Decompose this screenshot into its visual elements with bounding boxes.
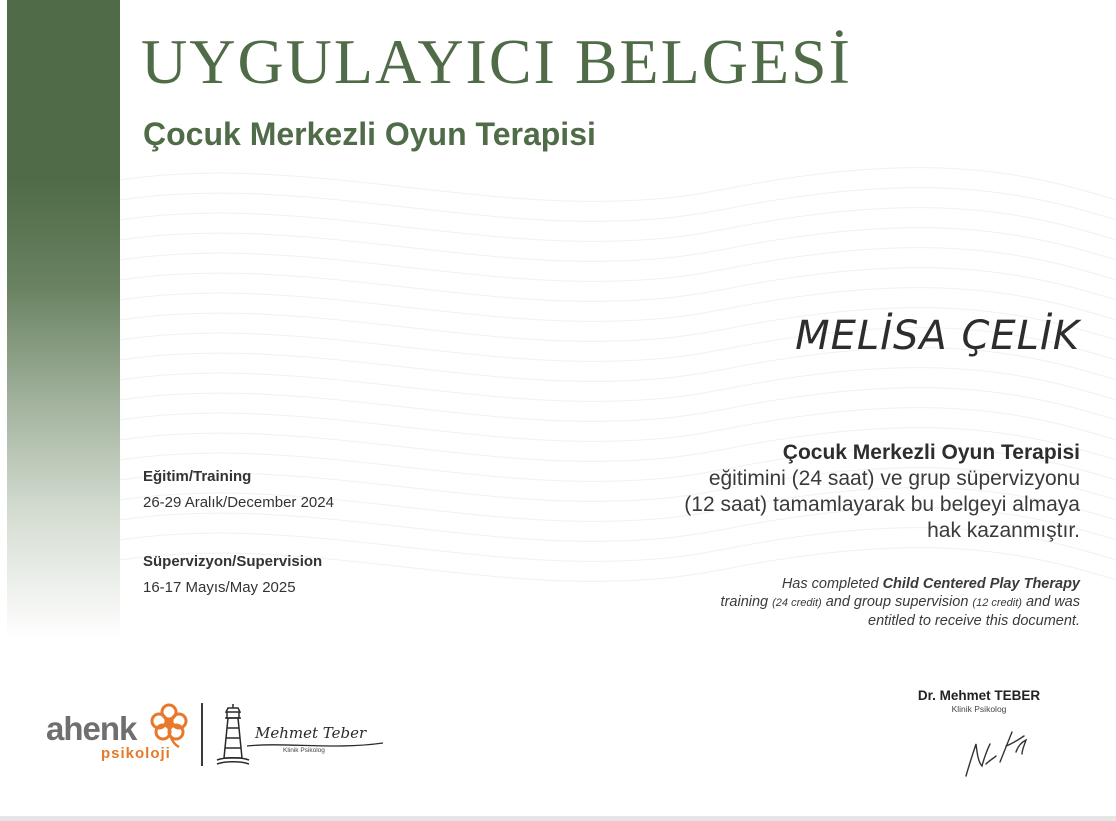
- side-color-band: [7, 0, 120, 640]
- flower-icon: [149, 702, 189, 748]
- certificate-subtitle: Çocuk Merkezli Oyun Terapisi: [143, 116, 596, 152]
- training-info: [143, 468, 334, 511]
- recipient-name: MELİSA ÇELİK: [795, 313, 1080, 359]
- supervision-dates: 16-17 Mayıs/May 2025: [143, 579, 296, 596]
- ahenk-logo: [46, 702, 191, 764]
- turkish-course-name: Çocuk Merkezli Oyun Terapisi: [782, 441, 1080, 464]
- ahenk-subword: psikoloji: [101, 745, 171, 762]
- english-line-3: entitled to receive this document.: [868, 613, 1080, 629]
- english-mid: and group supervision: [821, 594, 973, 610]
- supervision-label: Süpervizyon/Supervision: [143, 553, 323, 570]
- certificate-title: UYGULAYICI BELGESİ: [141, 26, 852, 97]
- mehmet-teber-logo: [215, 702, 375, 768]
- logo-divider: [201, 703, 203, 766]
- turkish-line-2: (12 saat) tamamlayarak bu belgeyi almaya: [684, 493, 1080, 516]
- logo-signature-name: Mehmet Teber: [255, 724, 367, 742]
- ahenk-wordmark: ahenk: [46, 710, 137, 747]
- signatory-block: [889, 688, 1069, 714]
- english-training: training: [720, 594, 773, 610]
- english-prefix: Has completed: [781, 576, 883, 592]
- english-statement: [520, 575, 1080, 630]
- logo-role: Klinik Psikolog: [283, 747, 325, 754]
- english-suffix: and was: [1021, 594, 1080, 610]
- lighthouse-icon: [215, 702, 251, 768]
- supervision-info: [143, 553, 322, 596]
- turkish-line-3: hak kazanmıştır.: [927, 519, 1080, 542]
- training-label: Eğitim/Training: [143, 468, 252, 485]
- turkish-statement: [520, 440, 1080, 544]
- turkish-line-1: eğitimini (24 saat) ve grup süpervizyonu: [708, 467, 1080, 490]
- signatory-name: Dr. Mehmet TEBER: [917, 688, 1041, 703]
- signatory-title: Klinik Psikolog: [951, 704, 1007, 714]
- bottom-border: [0, 816, 1116, 821]
- english-course-name: Child Centered Play Therapy: [882, 576, 1080, 592]
- signature-mark: [960, 722, 1036, 780]
- training-credit: (24 credit): [772, 597, 822, 609]
- supervision-credit: (12 credit): [972, 597, 1022, 609]
- training-dates: 26-29 Aralık/December 2024: [143, 494, 334, 511]
